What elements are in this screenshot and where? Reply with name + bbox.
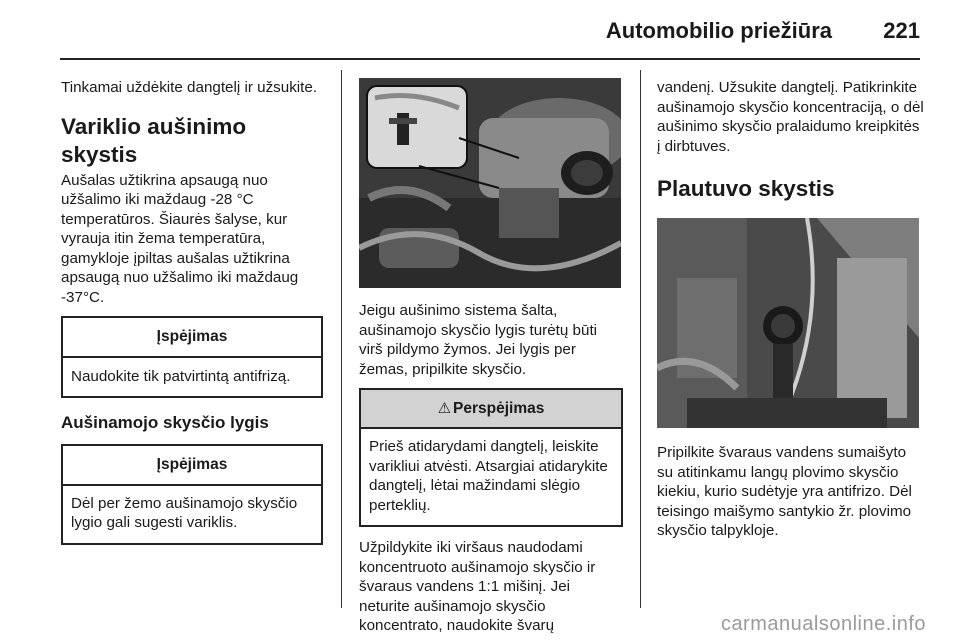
column-divider-2 bbox=[640, 70, 641, 608]
coolant-reservoir-photo bbox=[359, 78, 621, 288]
notice-box-1-title: Įspėjimas bbox=[63, 318, 321, 358]
warning-box bbox=[359, 388, 623, 527]
coolant-continuation-paragraph: vandenį. Užsukite dangtelį. Patikrinkite aušinamojo skysčio koncentraciją, o dėl aušinimo skysčio pralaidumo kreipkitės į dirbtuves. bbox=[657, 79, 924, 155]
washer-fluid-paragraph: Pripilkite švaraus vandens sumaišyto su atitinkamu langų plovimo skysčio kiekiu, kurio sudėtyje yra antifrizo. Dėl teisingo maišymo santykio žr. plovimo skysčio talpykloje. bbox=[657, 444, 912, 539]
subheading-coolant-level: Aušinamojo skysčio lygis bbox=[61, 412, 269, 432]
column-1 bbox=[61, 78, 326, 545]
notice-box-1-text: Naudokite tik patvirtintą antifrizą. bbox=[71, 368, 291, 385]
coolant-paragraph: Aušalas užtikrina apsaugą nuo užšalimo iki maždaug -28 °C temperatūros. Šiaurės šalyse, kur vyrauja itin žema temperatūra, gamykloje įpiltas aušalas užtikrina apsaugą nuo užšalimo iki maždaug -37°C. bbox=[61, 171, 299, 306]
running-header-title: Automobilio priežiūra bbox=[605, 18, 832, 43]
header-rule bbox=[60, 58, 920, 60]
section-title-coolant: Variklio aušinimo skystis bbox=[61, 113, 247, 167]
coolant-level-paragraph: Jeigu aušinimo sistema šalta, aušinamojo skysčio lygis turėtų būti virš pildymo žymos. Jei lygis per žemas, pripilkite skysčio. bbox=[359, 302, 598, 378]
column-divider-1 bbox=[341, 70, 342, 608]
watermark: carmanualsonline.info bbox=[720, 613, 926, 635]
notice-box-2-title: Įspėjimas bbox=[63, 446, 321, 486]
warning-triangle-icon: ⚠ bbox=[437, 400, 452, 417]
notice-box-2-text: Dėl per žemo aušinamojo skysčio lygio gali sugesti variklis. bbox=[71, 494, 298, 531]
column-2 bbox=[359, 78, 623, 636]
notice-box-2 bbox=[61, 444, 323, 545]
refill-paragraph: Užpildykite iki viršaus naudodami koncentruoto aušinamojo skysčio ir švaraus vandens 1:1 mišinį. Jei neturite aušinamojo skysčio koncentrato, naudokite švarų bbox=[359, 539, 596, 634]
section-title-washer-fluid: Plautuvo skystis bbox=[657, 176, 835, 201]
warning-box-text: Prieš atidarydami dangtelį, leiskite varikliui atvėsti. Atsargiai atidarykite dangtelį, lėtai mažindami slėgio perteklių. bbox=[369, 438, 608, 514]
intro-text: Tinkamai uždėkite dangtelį ir užsukite. bbox=[61, 79, 318, 96]
page-number: 221 bbox=[883, 18, 920, 43]
washer-reservoir-photo bbox=[657, 218, 919, 428]
notice-box-1 bbox=[61, 316, 323, 398]
column-3 bbox=[657, 78, 925, 541]
warning-box-title: Perspėjimas bbox=[453, 400, 545, 417]
warning-box-title-bar bbox=[361, 390, 621, 429]
